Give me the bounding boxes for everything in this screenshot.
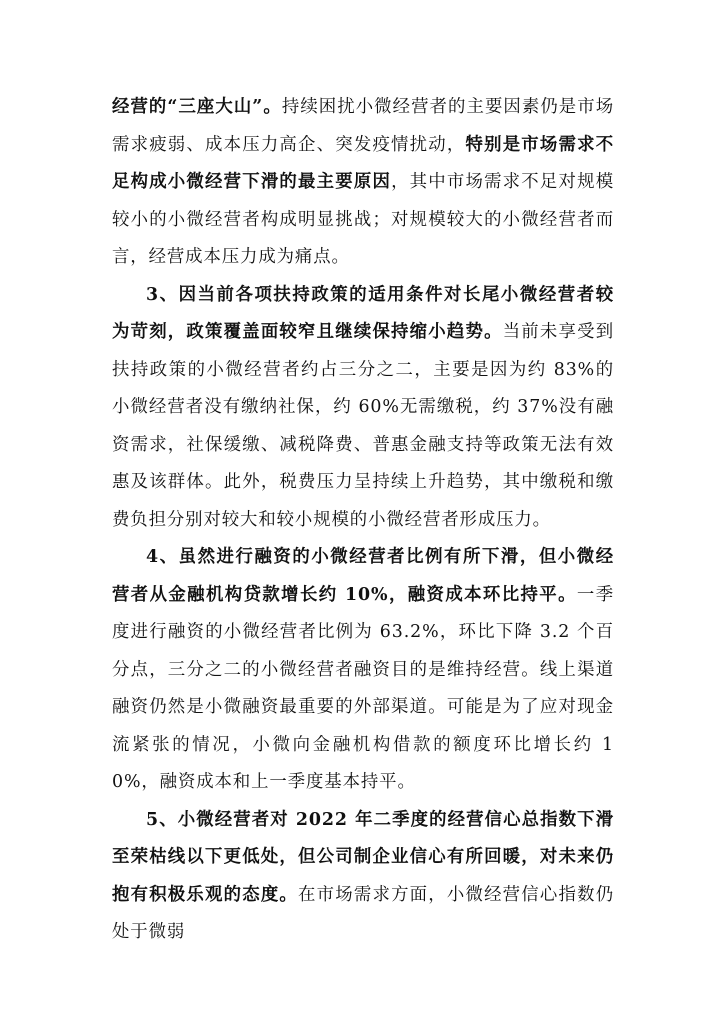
text-run: 一季度进行融资的小微经营者比例为 63.2%，环比下降 3.2 个百分点，三分之二的小微经营者融资目的是维持经营。线上渠道融资仍然是小微融资最重要的外部渠道。可能是为了应对现金流紧张的情况，小微向金融机构借款的额度环比增长约 10%，融资成本和上一季度基本持平。 [112,584,614,792]
text-run: 持续困扰小微经营者的主要因素仍是市场需求疲弱、成本压力高企、突发疫情扰动， [112,97,615,155]
text-run: ，其中市场需求不足对规模较小的小微经营者构成明显挑战；对规模较大的小微经营者而言，经营成本压力成为痛点。 [112,172,614,267]
bold-run: 4、虽然进行融资的小微经营者比例有所下滑，但小微经营者从金融机构贷款增长约 10%，融资成本环比持平。 [112,547,614,605]
paragraph-point-5 [112,802,614,952]
text-run: 当前未享受到扶持政策的小微经营者约占三分之二，主要是因为约 83%的小微经营者没有缴纳社保，约 60%无需缴税，约 37%没有融资需求，社保缓缴、减税降费、普惠金融支持等政策无法有效惠及该群体。此外，税费压力呈持续上升趋势，其中缴税和缴费负担分别对较大和较小规模的小微经营者形成压力。 [112,322,614,530]
bold-run: 特别是市场需求不足构成小微经营下滑的最主要原因 [112,134,615,192]
text-run: 在市场需求方面，小微经营信心指数仍处于微弱 [112,884,614,942]
document-body [112,89,614,952]
paragraph-point-3 [112,277,614,540]
bold-run: 经营的“三座大山”。 [112,97,282,117]
bold-run: 5、小微经营者对 2022 年二季度的经营信心总指数下滑至荣枯线以下更低处，但公司制企业信心有所回暖，对未来仍抱有积极乐观的态度。 [112,809,614,905]
paragraph-three-mountains [112,89,614,277]
paragraph-point-4 [112,539,614,802]
bold-run: 3、因当前各项扶持政策的适用条件对长尾小微经营者较为苛刻，政策覆盖面较窄且继续保持缩小趋势。 [112,284,614,342]
